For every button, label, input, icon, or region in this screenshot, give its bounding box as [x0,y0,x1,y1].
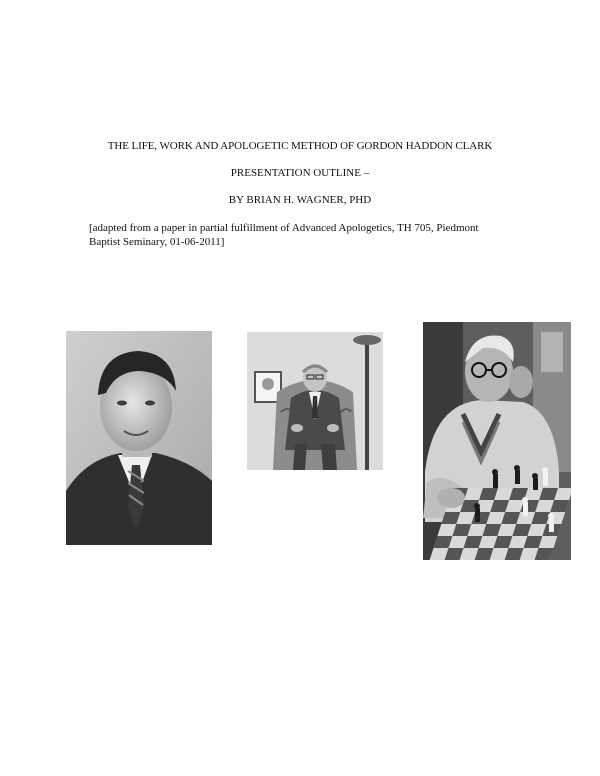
source-note-line-1: [adapted from a paper in partial fulfillment of Advanced Apologetics, TH 705, Piedmont [89,222,479,234]
document-author: BY BRIAN H. WAGNER, PHD [228,194,372,206]
document-title: THE LIFE, WORK AND APOLOGETIC METHOD OF GORDON HADDON CLARK [107,140,493,152]
document-subtitle: PRESENTATION OUTLINE – [230,167,370,179]
chess-player-photo [423,322,571,560]
portrait-photo-young [66,331,212,545]
source-note-line-2: Baptist Seminary, 01-06-2011] [89,236,225,248]
source-note [89,221,529,249]
seated-portrait-photo [247,332,383,470]
